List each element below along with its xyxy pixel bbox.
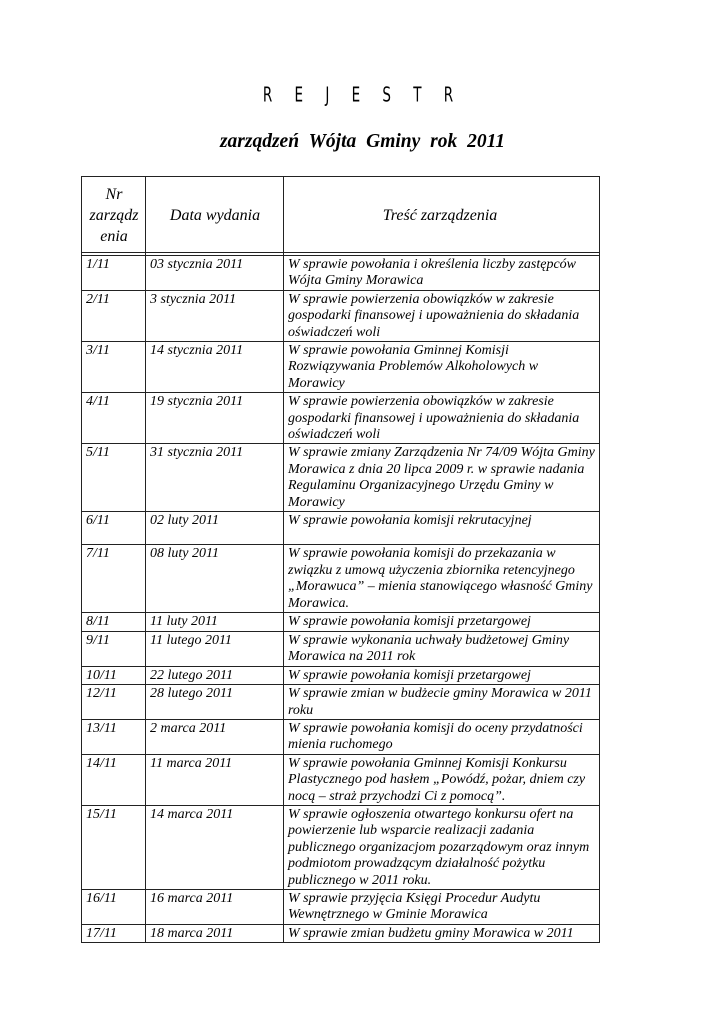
cell-data: 11 lutego 2011 [146, 631, 284, 666]
table-row [82, 342, 600, 393]
cell-nr: 2/11 [82, 290, 146, 341]
cell-nr: 14/11 [82, 754, 146, 805]
table-row [82, 444, 600, 512]
cell-data: 2 marca 2011 [146, 719, 284, 754]
cell-tresc: W sprawie powołania Gminnej Komisji Konkursu Plastycznego pod hasłem „Powódź, pożar, dniem czy nocą – straż przychodzi Ci z pomocą”. [284, 754, 600, 805]
column-header-nr: Nr zarządz enia [82, 177, 146, 253]
cell-nr: 7/11 [82, 545, 146, 613]
cell-nr: 1/11 [82, 256, 146, 291]
table-row [82, 666, 600, 684]
table-row [82, 393, 600, 444]
register-table [81, 176, 600, 943]
table-row [82, 924, 600, 942]
table-row [82, 889, 600, 924]
table-body [82, 256, 600, 943]
table-row [82, 290, 600, 341]
table-row [82, 805, 600, 889]
document-title: zarządzeń Wójta Gminy rok 2011 [219, 131, 506, 152]
table-row [82, 256, 600, 291]
table-row [82, 613, 600, 631]
cell-data: 11 marca 2011 [146, 754, 284, 805]
cell-nr: 16/11 [82, 889, 146, 924]
cell-nr: 17/11 [82, 924, 146, 942]
column-header-data: Data wydania [146, 177, 284, 253]
cell-data: 11 luty 2011 [146, 613, 284, 631]
cell-tresc: W sprawie zmiany Zarządzenia Nr 74/09 Wójta Gminy Morawica z dnia 20 lipca 2009 r. w sprawie nadania Regulaminu Organizacyjnego Urzędu Gminy w Morawicy [284, 444, 600, 512]
cell-tresc: W sprawie ogłoszenia otwartego konkursu ofert na powierzenie lub wsparcie realizacji zadania publicznego organizacjom pozarządowym oraz innym podmiotom prowadzącym działalność pożytku publicznego w 2011 roku. [284, 805, 600, 889]
table-row [82, 685, 600, 720]
cell-data: 14 stycznia 2011 [146, 342, 284, 393]
document-heading: R E J E S T R [262, 82, 463, 108]
cell-tresc: W sprawie powołania komisji przetargowej [284, 666, 600, 684]
cell-nr: 9/11 [82, 631, 146, 666]
cell-nr: 12/11 [82, 685, 146, 720]
table-row [82, 631, 600, 666]
cell-data: 3 stycznia 2011 [146, 290, 284, 341]
cell-nr: 10/11 [82, 666, 146, 684]
table-row [82, 719, 600, 754]
cell-tresc: W sprawie zmian w budżecie gminy Morawica w 2011 roku [284, 685, 600, 720]
cell-nr: 4/11 [82, 393, 146, 444]
cell-data: 19 stycznia 2011 [146, 393, 284, 444]
cell-data: 14 marca 2011 [146, 805, 284, 889]
table-row [82, 545, 600, 613]
cell-data: 28 lutego 2011 [146, 685, 284, 720]
cell-nr: 8/11 [82, 613, 146, 631]
cell-tresc: W sprawie powołania komisji przetargowej [284, 613, 600, 631]
cell-data: 08 luty 2011 [146, 545, 284, 613]
cell-tresc: W sprawie powołania i określenia liczby zastępców Wójta Gminy Morawica [284, 256, 600, 291]
cell-data: 31 stycznia 2011 [146, 444, 284, 512]
table-row [82, 512, 600, 545]
cell-tresc: W sprawie powołania Gminnej Komisji Rozwiązywania Problemów Alkoholowych w Morawicy [284, 342, 600, 393]
cell-tresc: W sprawie powołania komisji do przekazania w związku z umową użyczenia zbiornika retencyjnego „Morawuca” – mienia stanowiącego własność Gminy Morawica. [284, 545, 600, 613]
cell-tresc: W sprawie przyjęcia Księgi Procedur Audytu Wewnętrznego w Gminie Morawica [284, 889, 600, 924]
cell-tresc: W sprawie powierzenia obowiązków w zakresie gospodarki finansowej i upoważnienia do składania oświadczeń woli [284, 290, 600, 341]
cell-nr: 13/11 [82, 719, 146, 754]
cell-data: 18 marca 2011 [146, 924, 284, 942]
cell-data: 02 luty 2011 [146, 512, 284, 545]
table-header-row [82, 177, 600, 253]
cell-tresc: W sprawie wykonania uchwały budżetowej Gminy Morawica na 2011 rok [284, 631, 600, 666]
cell-data: 03 stycznia 2011 [146, 256, 284, 291]
cell-tresc: W sprawie zmian budżetu gminy Morawica w 2011 [284, 924, 600, 942]
cell-nr: 15/11 [82, 805, 146, 889]
column-header-tresc: Treść zarządzenia [284, 177, 600, 253]
cell-tresc: W sprawie powołania komisji rekrutacyjnej [284, 512, 600, 545]
cell-nr: 3/11 [82, 342, 146, 393]
cell-nr: 5/11 [82, 444, 146, 512]
cell-tresc: W sprawie powołania komisji do oceny przydatności mienia ruchomego [284, 719, 600, 754]
cell-tresc: W sprawie powierzenia obowiązków w zakresie gospodarki finansowej i upoważnienia do składania oświadczeń woli [284, 393, 600, 444]
cell-data: 22 lutego 2011 [146, 666, 284, 684]
cell-data: 16 marca 2011 [146, 889, 284, 924]
cell-nr: 6/11 [82, 512, 146, 545]
table-row [82, 754, 600, 805]
